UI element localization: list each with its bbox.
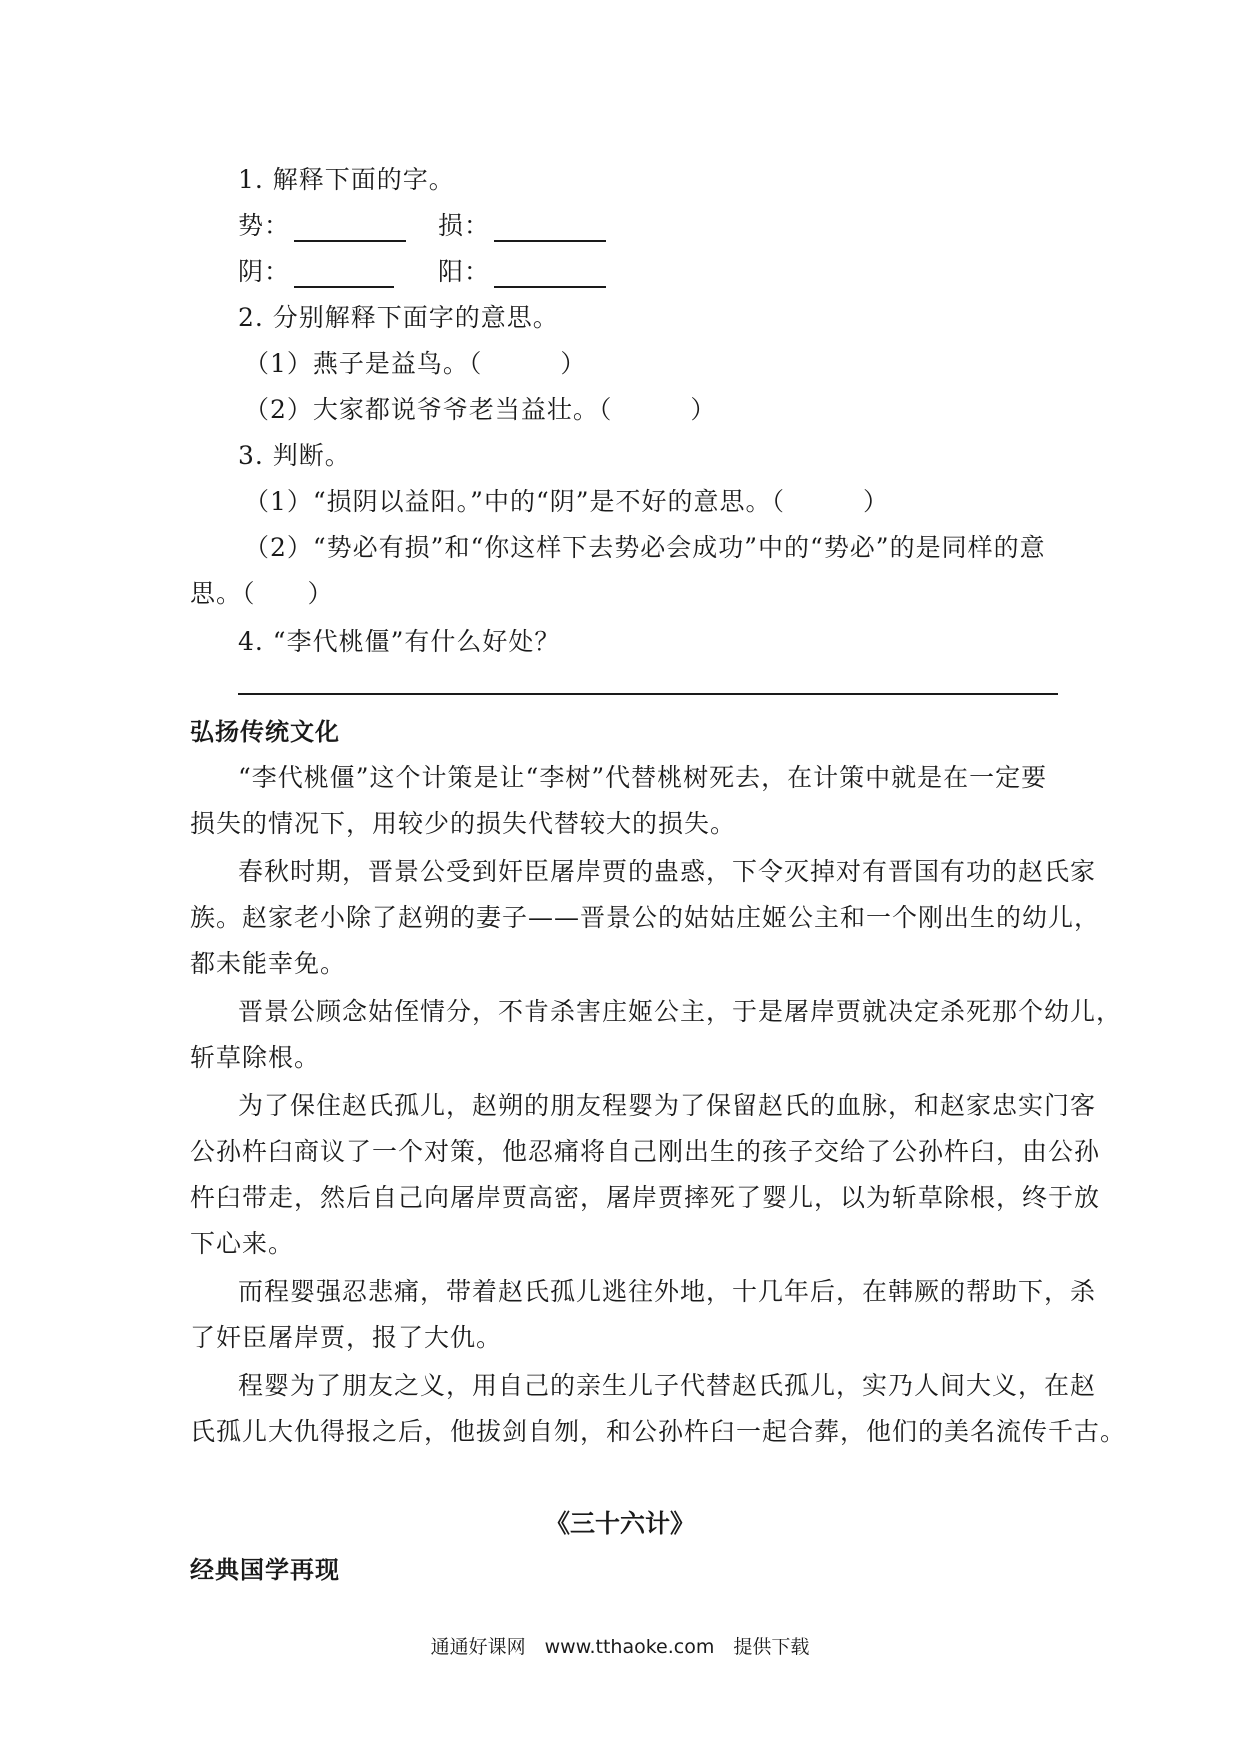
culture-line-3: 春秋时期，晋景公受到奸臣屠岸贾的蛊惑，下令灭掉对有晋国有功的赵氏家 (238, 857, 1097, 886)
page-footer: 通通好课网 www.tthaoke.com 提供下载 (430, 1636, 810, 1658)
culture-line-4: 族。赵家老小除了赵朔的妻子——晋景公的姑姑庄姬公主和一个刚出生的幼儿， (190, 903, 1101, 932)
char-label-yang: 阳： (438, 257, 491, 286)
question-1-title: 1. 解释下面的字。 (238, 165, 455, 194)
section-heading-classics: 经典国学再现 (190, 1556, 340, 1584)
question-1-row-1b (438, 210, 606, 242)
question-1-row-2 (238, 256, 394, 288)
question-1-row-2b (438, 256, 606, 288)
culture-line-7: 斩草除根。 (190, 1043, 321, 1072)
answer-blank-yin[interactable] (294, 260, 394, 288)
section-title-36-stratagems: 《三十六计》 (544, 1509, 695, 1538)
question-3-item-2-cont: 思。（ ） (190, 579, 334, 608)
culture-line-14: 程婴为了朋友之义，用自己的亲生儿子代替赵氏孤儿，实乃人间大义，在赵 (238, 1371, 1097, 1400)
answer-line-q4[interactable] (238, 693, 1058, 695)
char-label-shi: 势： (238, 211, 291, 240)
question-4-title: 4. “李代桃僵”有什么好处？ (238, 627, 561, 656)
question-2-item-1: （1）燕子是益鸟。（ ） (244, 349, 587, 378)
answer-blank-yang[interactable] (494, 260, 606, 288)
culture-line-5: 都未能幸免。 (190, 949, 347, 978)
culture-line-10: 杵臼带走，然后自己向屠岸贾高密，屠岸贾摔死了婴儿，以为斩草除根，终于放 (190, 1183, 1101, 1212)
culture-line-9: 公孙杵臼商议了一个对策，他忍痛将自己刚出生的孩子交给了公孙杵臼，由公孙 (190, 1137, 1101, 1166)
char-label-sun: 损： (438, 211, 491, 240)
section-heading-culture: 弘扬传统文化 (190, 718, 340, 746)
question-1-row-1 (238, 210, 406, 242)
culture-line-15: 氏孤儿大仇得报之后，他拔剑自刎，和公孙杵臼一起合葬，他们的美名流传千古。 (190, 1417, 1127, 1446)
culture-line-1: “李代桃僵”这个计策是让“李树”代替桃树死去，在计策中就是在一定要 (238, 763, 1048, 792)
culture-line-8: 为了保住赵氏孤儿，赵朔的朋友程婴为了保留赵氏的血脉，和赵家忠实门客 (238, 1091, 1097, 1120)
question-2-title: 2. 分别解释下面字的意思。 (238, 303, 559, 332)
char-label-yin: 阴： (238, 257, 291, 286)
question-2-item-2: （2）大家都说爷爷老当益壮。（ ） (244, 395, 717, 424)
answer-blank-sun[interactable] (494, 214, 606, 242)
question-3-item-2: （2）“势必有损”和“你这样下去势必会成功”中的“势必”的是同样的意 (244, 533, 1046, 562)
question-3-item-1: （1）“损阴以益阳。”中的“阴”是不好的意思。（ ） (244, 487, 890, 516)
question-3-title: 3. 判断。 (238, 441, 351, 470)
culture-line-11: 下心来。 (190, 1229, 295, 1258)
culture-line-6: 晋景公顾念姑侄情分，不肯杀害庄姬公主，于是屠岸贾就决定杀死那个幼儿， (238, 997, 1123, 1026)
culture-line-12: 而程婴强忍悲痛，带着赵氏孤儿逃往外地，十几年后，在韩厥的帮助下，杀 (238, 1277, 1097, 1306)
culture-line-2: 损失的情况下，用较少的损失代替较大的损失。 (190, 809, 737, 838)
culture-line-13: 了奸臣屠岸贾，报了大仇。 (190, 1323, 503, 1352)
answer-blank-shi[interactable] (294, 214, 406, 242)
